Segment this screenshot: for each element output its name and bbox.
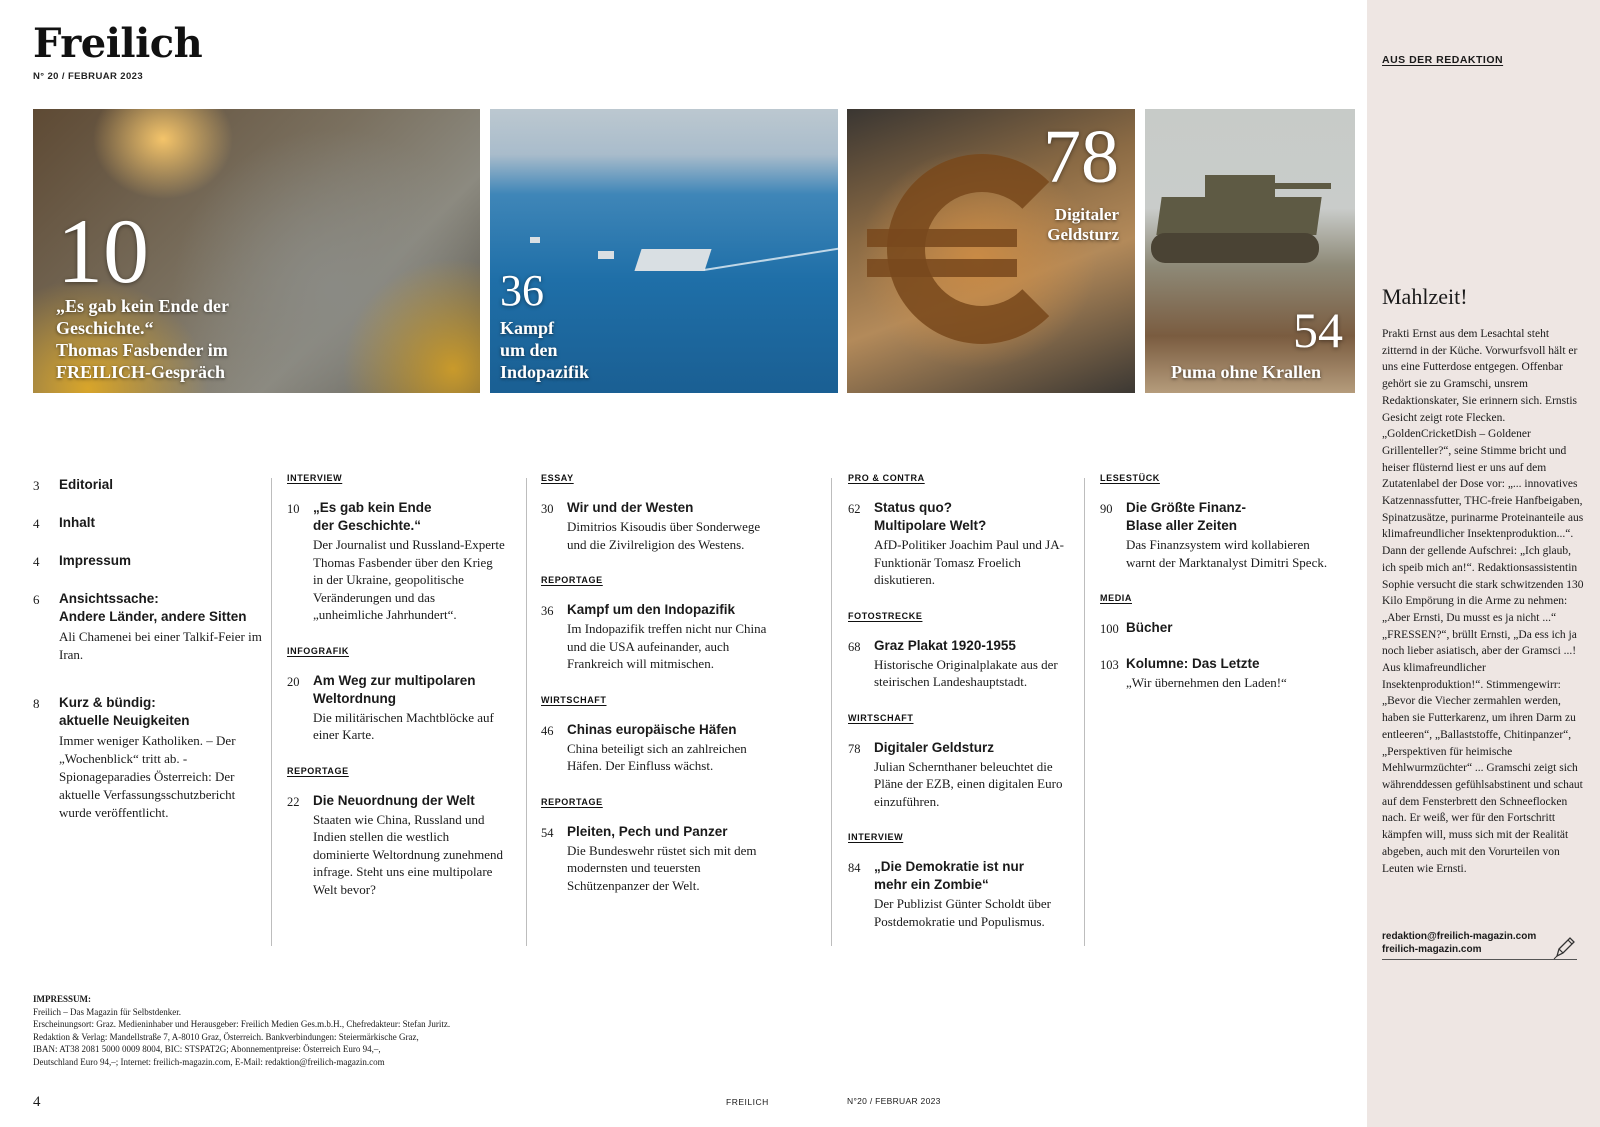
toc-title: Impressum — [59, 553, 132, 568]
section-label: REPORTAGE — [541, 796, 603, 807]
section-label: WIRTSCHAFT — [848, 712, 914, 723]
toc-column-3 — [541, 473, 773, 894]
euro-bar — [867, 259, 1017, 277]
imprint-line: Erscheinungsort: Graz. Medieninhaber und Herausgeber: Freilich Medien Ges.m.b.H., Chefredakteur: Stefan Juritz. — [33, 1019, 451, 1029]
imprint-line: Redaktion & Verlag: Mandellstraße 7, A-8010 Graz, Österreich. Bankverbindungen: Steiermärkische Graz, — [33, 1031, 419, 1042]
toc-title: Status quo? Multipolare Welt? — [874, 500, 987, 533]
toc-page-number: 8 — [33, 696, 40, 711]
toc-title: „Es gab kein Ende der Geschichte.“ — [313, 500, 432, 533]
tank-hull — [1156, 197, 1321, 235]
toc-column-left — [33, 476, 265, 842]
footer-page-number: 4 — [33, 1094, 41, 1110]
toc-page-number: 3 — [33, 478, 40, 493]
contact-email-link[interactable]: redaktion@freilich-magazin.com — [1382, 931, 1537, 942]
toc-title: „Die Demokratie ist nur mehr ein Zombie“ — [874, 859, 1025, 892]
section-label: INTERVIEW — [848, 832, 904, 842]
footer-brand: FREILICH — [726, 1097, 769, 1107]
toc-title: Ansichtssache: Andere Länder, andere Sitten — [59, 591, 247, 624]
section-label: REPORTAGE — [541, 575, 603, 585]
toc-entry[interactable] — [33, 476, 265, 494]
sidebar-title: Mahlzeit! — [1382, 284, 1468, 309]
toc-entry[interactable] — [1100, 655, 1340, 692]
contact-website-link[interactable]: freilich-magazin.com — [1382, 944, 1482, 955]
escort-ship — [598, 251, 614, 259]
section-label: MEDIA — [1100, 593, 1132, 603]
masthead — [33, 20, 203, 82]
toc-page-number: 6 — [33, 592, 40, 607]
feature-title: Puma ohne Krallen — [1171, 362, 1322, 382]
toc-title: Kolumne: Das Letzte — [1126, 656, 1260, 671]
toc-entry[interactable] — [848, 858, 1073, 930]
tank-tracks — [1151, 233, 1319, 263]
toc-entry[interactable] — [287, 672, 505, 744]
toc-page-number: 78 — [848, 741, 861, 756]
toc-description: Das Finanzsystem wird kollabieren warnt der Marktanalyst Dimitri Speck. — [1126, 537, 1328, 570]
toc-title: Chinas europäische Häfen — [567, 721, 737, 737]
section-label: FOTOSTRECKE — [848, 610, 923, 621]
toc-title: Inhalt — [59, 515, 95, 530]
footer-issue: N°20 / FEBRUAR 2023 — [847, 1096, 941, 1106]
toc-description: Historische Originalplakate aus der steirischen Landeshauptstadt. — [874, 656, 1058, 689]
imprint-heading: IMPRESSUM: — [33, 994, 91, 1004]
toc-page-number: 62 — [848, 502, 861, 516]
feature-page-number: 10 — [57, 200, 149, 302]
feature-page-number: 36 — [500, 266, 544, 315]
toc-page-number: 68 — [848, 639, 861, 654]
sidebar-contact — [1382, 930, 1577, 960]
column-divider — [526, 478, 527, 946]
section-label: INTERVIEW — [287, 473, 343, 483]
toc-title: Am Weg zur multipolaren Weltordnung — [313, 672, 476, 706]
toc-description: Die Bundeswehr rüstet sich mit dem modernsten und teuersten Schützenpanzer der Welt. — [567, 842, 757, 893]
toc-title: Die Größte Finanz- Blase aller Zeiten — [1126, 500, 1247, 533]
toc-page-number: 90 — [1100, 502, 1113, 516]
sidebar-body-text: Prakti Ernst aus dem Lesachtal steht zitternd in der Küche. Vorwurfsvoll hält er uns eine Futterdose entgegen. Offenbar gehört sie zu Gramschi, unsrem Redaktionskater, Sie erinnern sich. Ernstis Gesicht zeigt rote Flecken. „GoldenCricketDish – Goldener Grillenteller?“, seine Stimme bricht und heiser flüsternd liest er uns auf dem Zutatenlabel der Dose vor: „... innovatives Katzennassfutter, THC-freie Hanfbeigaben, Spinatzusätze, purinarme Proteinanteile aus klimafreundlicher Insektenproduktion...“. Dann der gellende Aufschrei: „Ich glaub, ich speib mich an!“. Redaktionsassistentin Sophie versucht die stark schwitzenden 130 Kilo Empörung in die Arme zu nehmen: „Aber Ernsti, Du musst es ja nicht ...“ „FRESSEN?“, brüllt Ernsti, „Da ess ich ja noch lieber asiatisch, aber der Gramsci ...! Aus klimafreundlicher Insektenproduktion!“. Stimmengewirr: „Bevor die Viecher zermahlen werden, haben sie Futterkarenz, um ihren Darm zu entleeren“, „Ballaststoffe, Chitinpanzer“, „Perspektiven für heimische Mehlwurmzüchter“ ... Gramschi zeigt sich währenddessen gefühlsabstinent und schaut auf dem Fensterbrett den Schneeflocken nach. Er weiß, wer für den Fortschritt kämpfen will, muss sich mit der Realität abgeben, auch mit den Vorurteilen von Leuten wie Ernsti. — [1382, 328, 1584, 875]
imprint-line: Freilich – Das Magazin für Selbstdenker. — [33, 1006, 181, 1017]
toc-page-number: 30 — [541, 502, 554, 516]
toc-entry[interactable] — [1100, 499, 1340, 571]
carrier-ship — [634, 249, 711, 271]
toc-description: Immer weniger Katholiken. – Der „Wochenblick“ tritt ab. - Spionageparadies Österreich: Der aktuelle Verfassungsschutzbericht wurde veröffentlicht. — [59, 733, 236, 820]
toc-column-5 — [1100, 473, 1340, 692]
toc-entry[interactable] — [848, 739, 1073, 811]
imprint — [33, 993, 503, 1068]
toc-column-4 — [848, 473, 1073, 930]
toc-entry[interactable] — [541, 721, 773, 775]
feature-photo-indopazifik[interactable] — [490, 109, 838, 393]
toc-page-number: 20 — [287, 674, 300, 689]
toc-description: Ali Chamenei bei einer Talkif-Feier im Iran. — [59, 629, 262, 662]
imprint-line: Deutschland Euro 94,–; Internet: freilich-magazin.com, E-Mail: redaktion@freilich-magazin.com — [33, 1056, 385, 1067]
feature-photo-puma[interactable] — [1145, 109, 1355, 393]
imprint-line: IBAN: AT38 2081 5000 0009 8004, BIC: STSPAT2G; Abonnementpreise: Österreich Euro 94,–, — [33, 1044, 381, 1054]
section-label: WIRTSCHAFT — [541, 694, 607, 705]
toc-description: Staaten wie China, Russland und Indien stellen die westlich dominierte Weltordnung zunehmend infrage. Steht uns eine multipolare Welt bevor? — [313, 811, 504, 897]
feature-page-number: 54 — [1293, 302, 1343, 358]
section-label: LESESTÜCK — [1100, 473, 1160, 483]
feature-page-number: 78 — [1043, 115, 1119, 199]
feature-photo-geldsturz[interactable] — [847, 109, 1135, 393]
feature-photo-interview[interactable] — [33, 109, 480, 393]
toc-entry[interactable] — [848, 499, 1073, 589]
toc-page-number: 4 — [33, 516, 40, 531]
toc-entry[interactable] — [541, 499, 773, 553]
toc-entry[interactable] — [541, 823, 773, 895]
toc-entry[interactable] — [541, 601, 773, 673]
toc-entry[interactable] — [1100, 619, 1340, 637]
section-label: ESSAY — [541, 473, 574, 483]
feature-title: Kampf um den Indopazifik — [500, 318, 590, 382]
tank-gun — [1271, 183, 1331, 189]
toc-title: Editorial — [59, 477, 114, 492]
toc-title: Kurz & bündig: aktuelle Neuigkeiten — [59, 695, 190, 728]
toc-page-number: 22 — [287, 794, 300, 809]
issue-line: N° 20 / FEBRUAR 2023 — [33, 71, 143, 82]
toc-title: Bücher — [1126, 620, 1173, 635]
toc-page-number: 103 — [1100, 658, 1119, 672]
section-label: INFOGRAFIK — [287, 645, 349, 656]
toc-description: Der Journalist und Russland-Experte Thomas Fasbender über den Krieg in der Ukraine, geopolitische Veränderungen und das „unheimliche Jahrhundert“. — [313, 537, 505, 622]
toc-entry[interactable] — [287, 499, 505, 624]
section-label: REPORTAGE — [287, 765, 349, 776]
section-label: PRO & CONTRA — [848, 473, 925, 483]
toc-description: Der Publizist Günter Scholdt über Postdemokratie und Populismus. — [874, 896, 1051, 929]
toc-title: Pleiten, Pech und Panzer — [567, 823, 728, 839]
toc-page-number: 84 — [848, 861, 861, 875]
toc-title: Digitaler Geldsturz — [874, 739, 995, 755]
column-divider — [831, 478, 832, 946]
toc-page-number: 46 — [541, 723, 554, 738]
column-divider — [271, 478, 272, 946]
magazine-logo: Freilich — [33, 20, 203, 67]
toc-entry[interactable] — [33, 514, 265, 532]
euro-bar — [867, 229, 1017, 247]
toc-title: Wir und der Westen — [567, 500, 694, 515]
toc-title: Die Neuordnung der Welt — [313, 792, 475, 808]
toc-page-number: 36 — [541, 604, 554, 618]
toc-entry[interactable] — [33, 552, 265, 570]
pencil-icon — [1553, 934, 1575, 960]
toc-description: Die militärischen Machtblöcke auf einer Karte. — [313, 709, 494, 742]
toc-title: Graz Plakat 1920-1955 — [874, 637, 1016, 653]
feature-title: „Es gab kein Ende der Geschichte.“ Thomas Fasbender im FREILICH-Gespräch — [56, 296, 229, 382]
toc-title: Kampf um den Indopazifik — [567, 602, 736, 617]
escort-ship — [530, 237, 540, 243]
toc-description: China beteiligt sich an zahlreichen Häfen. Der Einfluss wächst. — [567, 740, 747, 773]
toc-page-number: 100 — [1100, 622, 1119, 636]
toc-column-2 — [287, 473, 505, 898]
toc-description: Im Indopazifik treffen nicht nur China und die USA aufeinander, auch Frankreich will mitmischen. — [567, 621, 767, 671]
toc-entry[interactable] — [33, 590, 265, 664]
column-divider — [1084, 478, 1085, 946]
toc-page-number: 10 — [287, 502, 300, 516]
toc-description: AfD-Politiker Joachim Paul und JA-Funktionär Tomasz Froelich diskutieren. — [874, 537, 1064, 587]
toc-page-number: 54 — [541, 825, 554, 840]
ship-wake — [704, 247, 838, 271]
toc-description: „Wir übernehmen den Laden!“ — [1126, 675, 1287, 690]
editorial-sidebar — [1367, 0, 1600, 1127]
toc-page-number: 4 — [33, 554, 40, 569]
sidebar-section-label: AUS DER REDAKTION — [1382, 54, 1504, 66]
feature-title: Digitaler Geldsturz — [1047, 205, 1119, 244]
toc-entry[interactable] — [33, 694, 265, 822]
toc-entry[interactable] — [848, 637, 1073, 691]
tank-turret — [1205, 175, 1275, 201]
toc-description: Dimitrios Kisoudis über Sonderwege und die Zivilreligion des Westens. — [567, 519, 761, 552]
toc-entry[interactable] — [287, 792, 505, 899]
toc-description: Julian Schernthaner beleuchtet die Pläne der EZB, einen digitalen Euro einzuführen. — [874, 758, 1063, 809]
